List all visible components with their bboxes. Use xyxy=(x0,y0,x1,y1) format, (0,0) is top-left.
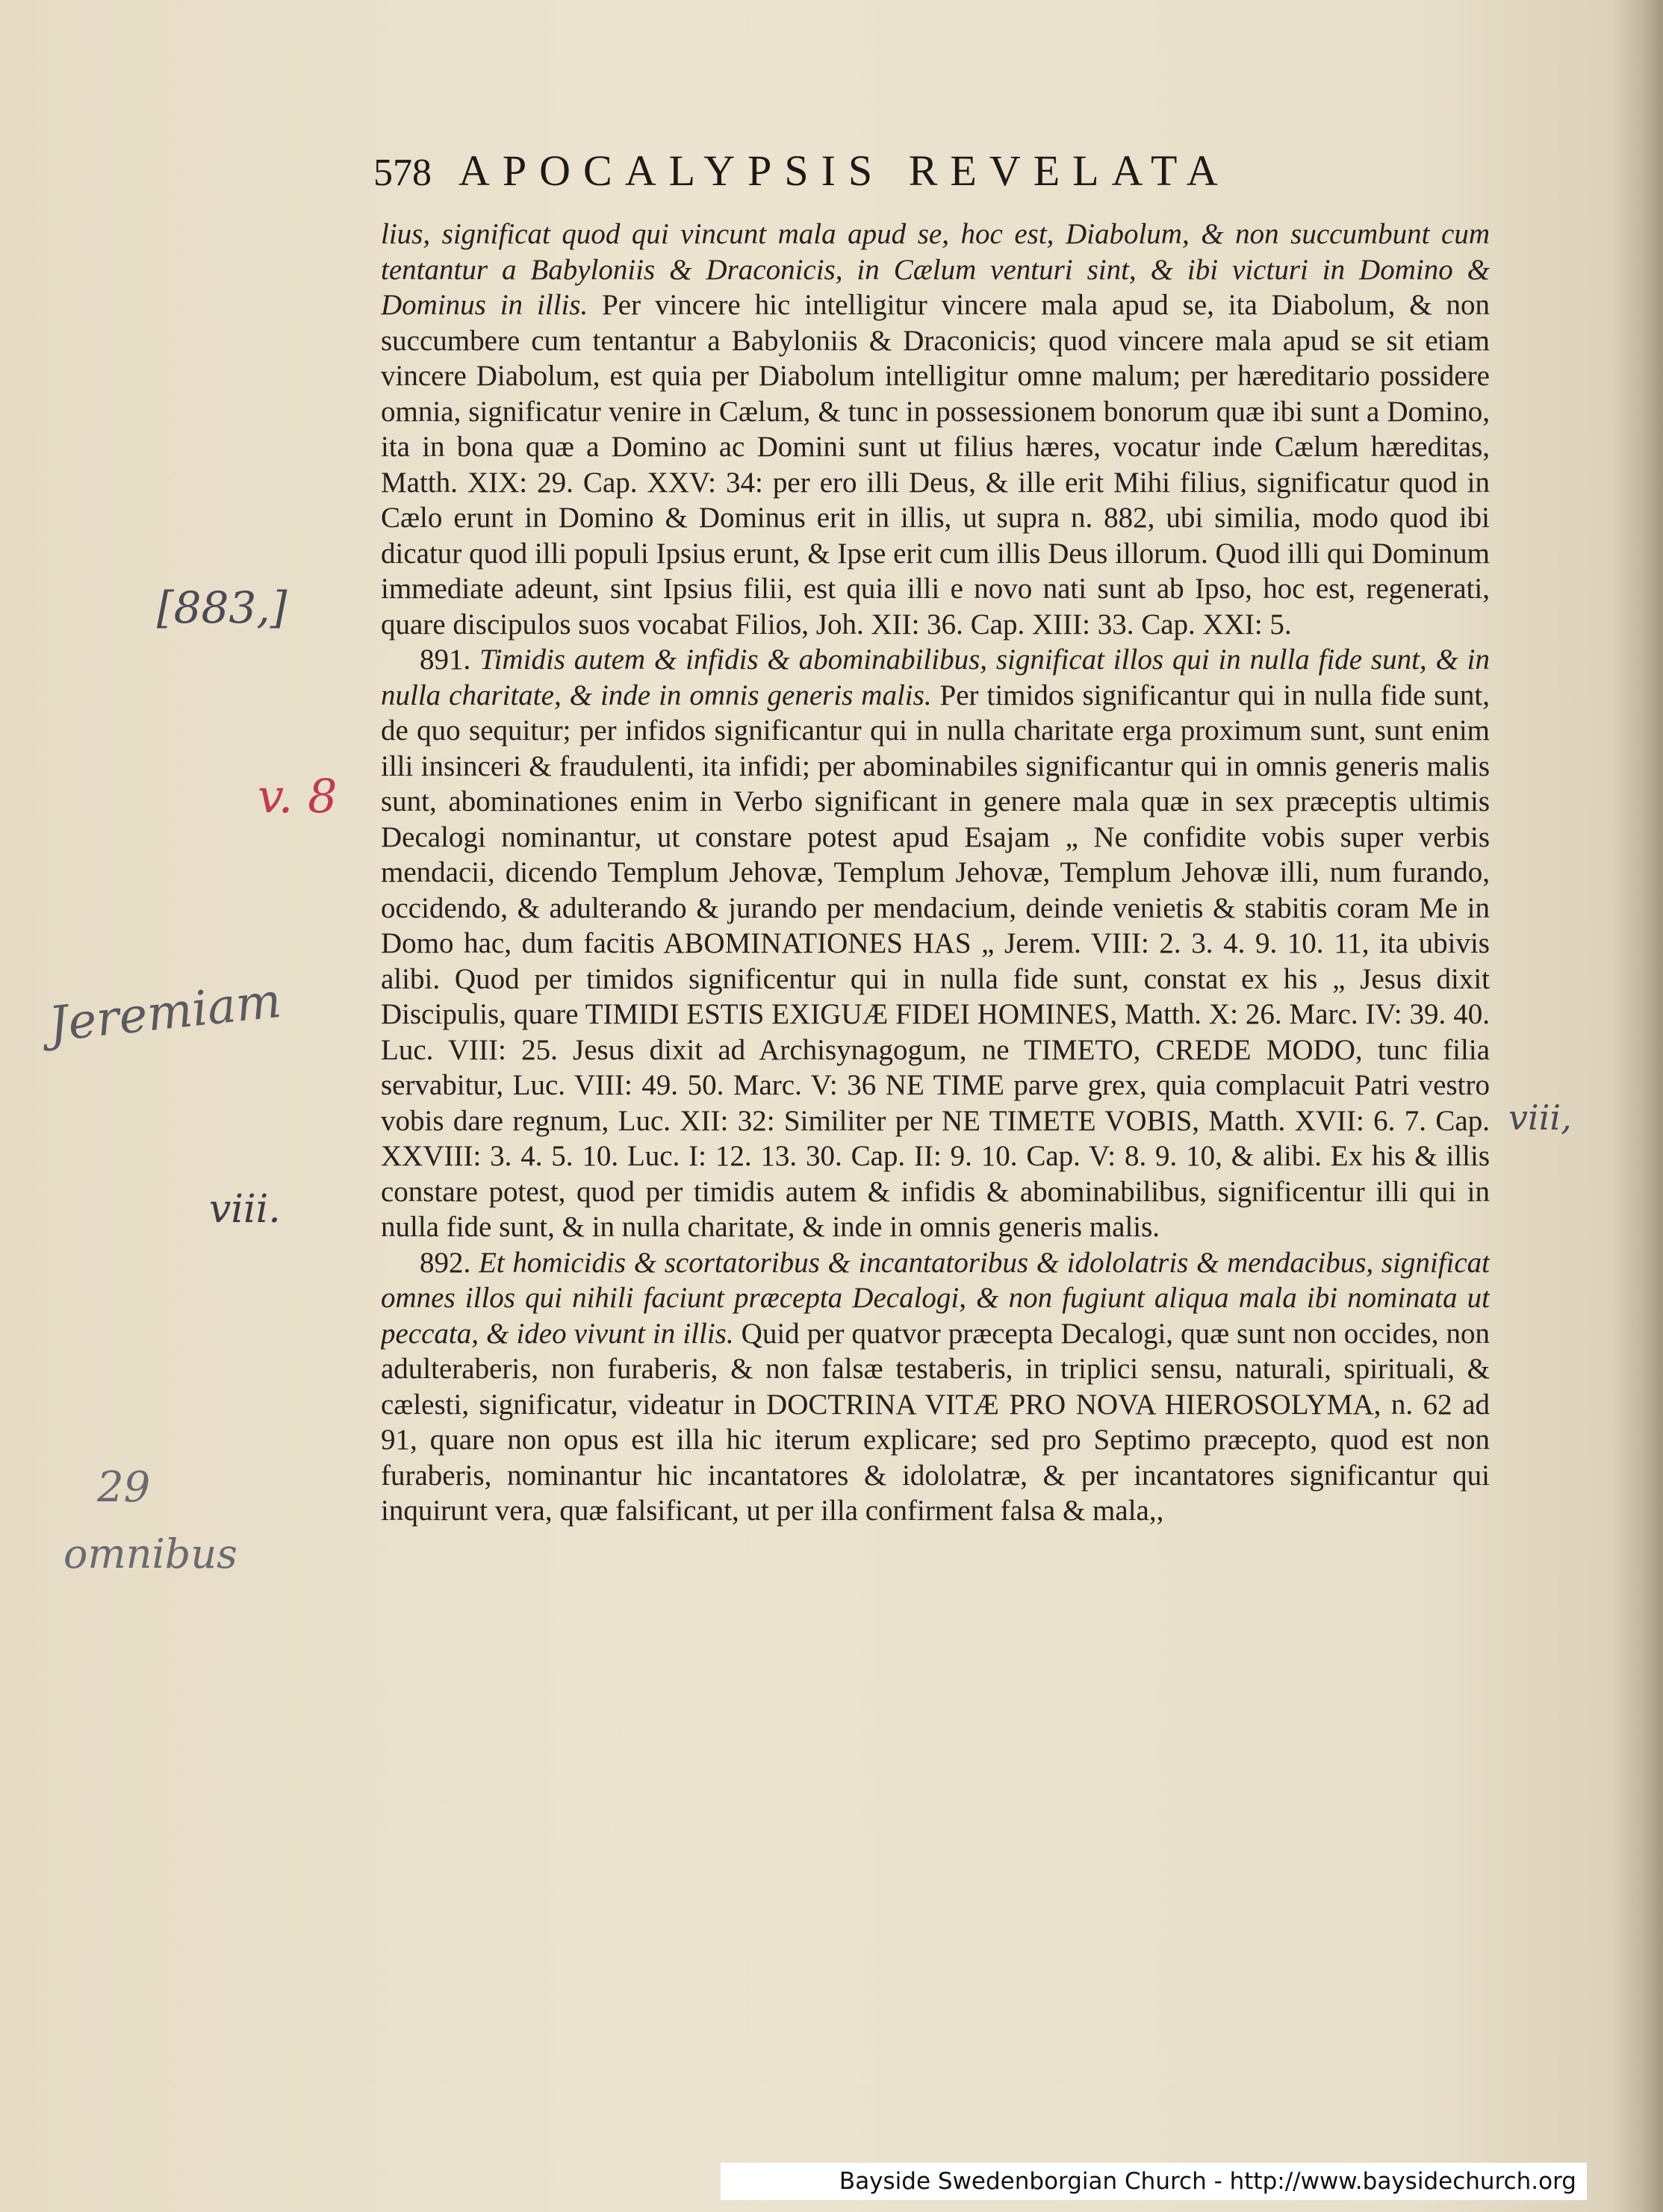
margin-note-viii-left: viii. xyxy=(209,1187,281,1232)
margin-note-omnibus: omnibus xyxy=(63,1530,237,1577)
margin-note-viii-right: viii, xyxy=(1508,1097,1572,1138)
margin-note-bracket-883: [883,] xyxy=(157,582,287,633)
page-number: 578 xyxy=(373,152,432,194)
paragraph-body: Per vincere hic intelligitur vincere mala apud se, ita Diabolum, & non succumbere cum tentantur a Babyloniis & Draconicis; quod vincere mala apud se sit etiam vincere Diabolum, est quia per Diabolum intelligitur omne malum; per hæreditario possidere omnia, significatur venire in Cælum, & tunc in possessionem bonorum quæ ibi sunt a Domino, ita in bona quæ a Domino ac Domini sunt ut filius hæres, vocatur inde Cælum hæreditas, Matth. XIX: 29. Cap. XXV: 34: per ero illi Deus, & ille erit Mihi filius, significatur quod in Cælo erunt in Domino & Dominus erit in illis, ut supra n. 882, ubi similia, modo quod ibi dicatur quod illi populi Ipsius erunt, & Ipse erit cum illis Deus illorum. Quod illi qui Dominum immediate adeunt, sint Ipsius filii, est quia illi e novo nati sunt ab Ipso, hoc est, regenerati, quare discipulos suos vocabat Filios, Joh. XII: 36. Cap. XIII: 33. Cap. XXI: 5. xyxy=(381,289,1490,641)
paragraph-italic-lead: Et homicidis & scortatoribus & incantatoribus & idololatris & mendacibus, significat omnes illos qui nihili faciunt præcepta Decalogi, & non fugiunt aliqua mala ibi nominata ut peccata, & ideo vivunt in illis. xyxy=(381,1246,1490,1350)
paragraph-italic-lead: Timidis autem & infidis & abominabilibus, significat illos qui in nulla fide sunt, & in nulla charitate, & inde in omnis generis malis. xyxy=(381,644,1490,711)
footer-credit: Bayside Swedenborgian Church - http://www.baysidechurch.org xyxy=(721,2163,1587,2200)
running-title: APOCALYPSIS REVELATA xyxy=(459,146,1231,195)
book-gutter-shadow xyxy=(1611,0,1663,2212)
paragraph-italic-lead: lius, significat quod qui vincunt mala apud se, hoc est, Diabolum, & non succumbunt cum tentantur a Babyloniis & Draconicis, in Cælum venturi sint, & ibi victuri in Domino & Dominus in illis. xyxy=(381,218,1490,321)
paragraph-892 xyxy=(381,1245,1490,1529)
body-text xyxy=(381,216,1490,2023)
margin-note-29: 29 xyxy=(97,1463,151,1512)
paragraph-body: Per timidos significantur qui in nulla fide sunt, de quo sequitur; per infidos significantur qui in nulla charitate erga proximum sunt, sunt enim illi insinceri & fraudulenti, ita infidi; per abominabiles significantur qui in omnis generis malis sunt, abominationes enim in Verbo significant in genere mala quæ in sex præceptis ultimis Decalogi nominantur, ut constare potest apud Esajam „ Ne confidite vobis super verbis mendacii, dicendo Templum Jehovæ, Templum Jehovæ, Templum Jehovæ illi, num furando, occidendo, & adulterando & jurando per mendacium, deinde venietis & stabitis coram Me in Domo hac, dum facitis ABOMINATIONES HAS „ Jerem. VIII: 2. 3. 4. 9. 10. 11, ita ubivis alibi. Quod per timidos significentur qui in nulla fide sunt, constat ex his „ Jesus dixit Discipulis, quare TIMIDI ESTIS EXIGUÆ FIDEI HOMINES, Matth. X: 26. Marc. IV: 39. 40. Luc. VIII: 25. Jesus dixit ad Archisynagogum, ne TIMETO, CREDE MODO, tunc filia servabitur, Luc. VIII: 49. 50. Marc. V: 36 NE TIME parve grex, quia complacuit Patri vestro vobis dare regnum, Luc. XII: 32: Similiter per NE TIMETE VOBIS, Matth. XVII: 6. 7. Cap. XXVIII: 3. 4. 5. 10. Luc. I: 12. 13. 30. Cap. II: 9. 10. Cap. V: 8. 9. 10, & alibi. Ex his & illis constare potest, quod per timidis autem & infidis & abominabilibus, significentur illi qui in nulla fide sunt, & in nulla charitate, & inde in omnis generis malis. xyxy=(381,679,1490,1243)
margin-note-jeremiam: Jeremiam xyxy=(46,973,285,1053)
margin-note-v8-red: v. 8 xyxy=(258,769,338,823)
paragraph-number: 891. xyxy=(420,644,471,676)
paragraph-891 xyxy=(381,642,1490,1245)
paragraph-number: 892. xyxy=(420,1246,471,1279)
paragraph-890-continued xyxy=(381,216,1490,642)
paragraph-body: Quid per quatvor præcepta Decalogi, quæ sunt non occides, non adulteraberis, non furaberis, & non falsæ testaberis, in triplici sensu, naturali, spirituali, & cælesti, significatur, videatur in DOCTRINA VITÆ PRO NOVA HIEROSOLYMA, n. 62 ad 91, quare non opus est illa hic iterum explicare; sed pro Septimo præcepto, quod est non furaberis, nominantur hic incantatores & idololatræ, & per incantatores significantur qui inquirunt vera, quæ falsificant, ut per illa confirment falsa & mala,, xyxy=(381,1317,1490,1527)
page-header xyxy=(373,146,1426,205)
